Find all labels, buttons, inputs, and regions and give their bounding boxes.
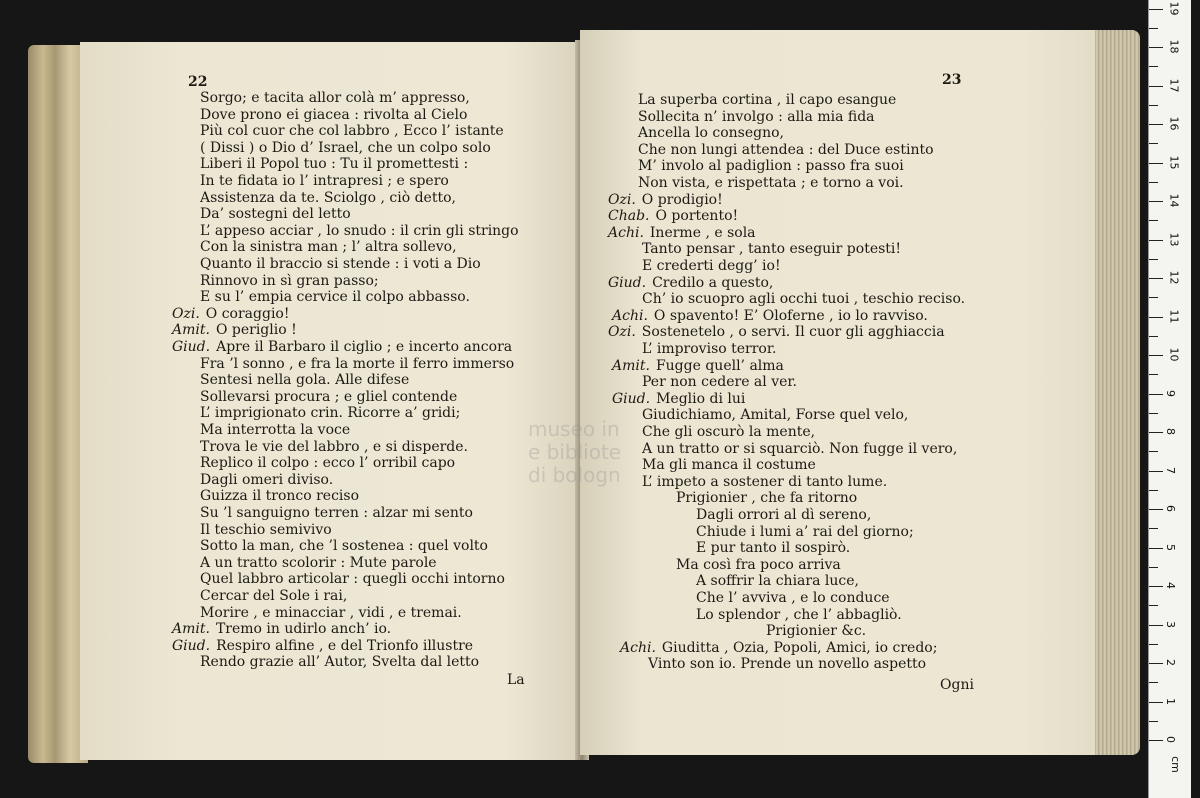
text-line [642,474,887,491]
line-text: Fra ’l sonno , e fra la morte il ferro immerso [200,355,515,372]
line-text: La superba cortina , il capo esangue [638,92,897,108]
right-page [580,30,1100,755]
line-text: O periglio ! [215,322,297,339]
text-line [172,339,512,356]
speaker-label: Giud. [172,637,211,654]
text-line [676,490,857,507]
line-text: Tanto pensar , tanto eseguir potesti! [642,241,902,258]
ruler-tick [1149,182,1158,183]
line-text: Assistenza da te. Sciolgo , ciò detto, [200,189,456,206]
text-line [200,605,462,622]
line-text: O coraggio! [205,305,290,322]
ruler-tick [1149,490,1158,491]
text-line [172,322,297,339]
line-text: Sentesi nella gola. Alle difese [200,372,410,389]
text-line [608,192,723,209]
text-line [200,389,457,406]
text-line [766,623,866,640]
speaker-label: Amit. [172,322,210,339]
ruler-tick [1149,163,1163,164]
ruler-label: 8 [1164,428,1177,435]
line-text: Ma così fra poco arriva [676,556,841,573]
ruler-label: 18 [1167,39,1181,54]
ruler-label: 12 [1167,270,1181,285]
speaker-label: Ozi. [172,305,200,322]
line-text: Sostenetelo , o servi. Il cuor gli agghiaccia [641,324,945,341]
ruler-label: 15 [1167,155,1181,169]
line-text: Per non cedere al ver. [642,374,798,391]
line-text: Prigionier &c. [766,623,867,640]
text-line [696,607,902,624]
text-line [608,208,738,225]
text-line [642,441,957,458]
ruler-tick [1149,9,1163,10]
text-line [620,640,937,657]
text-line [200,522,332,539]
line-text: Chiude i lumi a’ rai del giorno; [696,523,914,540]
line-text: Trova le vie del labbro , e si disperde. [200,438,469,455]
ruler-label: 10 [1167,347,1181,362]
speaker-label: Ozi. [608,191,636,208]
ruler-tick [1149,355,1163,356]
ruler-label: 11 [1167,309,1181,323]
book-fore-edge [28,45,88,763]
line-text: Giuditta , Ozia, Popoli, Amici, io credo; [661,639,938,656]
ruler-tick [1149,451,1158,452]
left-page [80,42,582,760]
text-line [608,324,945,341]
text-line [200,538,488,555]
watermark: museo in e bibliote di bologn [528,417,622,487]
line-text: Rendo grazie all’ Autor, Svelta dal letto [200,654,480,671]
ruler-tick [1149,586,1163,587]
text-line [172,621,391,638]
line-text: Che gli oscurò la mente, [642,424,816,440]
ruler-tick [1149,644,1158,645]
ruler-tick [1149,625,1163,626]
line-text: E su l’ empia cervice il colpo abbasso. [200,289,470,306]
text-line [200,505,473,522]
text-line [172,638,473,655]
line-text: In te fidata io l’ intrapresi ; e spero [200,173,449,189]
speaker-label: Chab. [608,208,650,225]
text-line [200,107,467,124]
ruler-label: 0 [1164,736,1177,743]
line-text: O portento! [655,208,739,225]
line-text: Guizza il tronco reciso [200,488,360,505]
text-line [200,90,470,107]
line-text: A soffrir la chiara luce, [696,573,859,590]
line-text: A un tratto scolorir : Mute parole [200,554,437,571]
text-line [612,308,928,325]
ruler-label: 4 [1164,582,1177,589]
text-line [696,573,859,590]
text-line [608,275,773,292]
ruler-tick [1149,528,1158,529]
text-line [648,656,926,673]
text-line [200,190,456,207]
text-line [200,289,470,306]
speaker-label: Amit. [172,621,210,638]
line-text: Che non lungi attendea : del Duce estinto [638,141,934,158]
line-text: Lo splendor , che l’ abbagliò. [696,606,902,623]
speaker-label: Giud. [608,274,647,291]
page-number: 23 [942,72,962,88]
text-line [200,571,505,588]
line-text: Dagli omeri diviso. [200,471,334,488]
text-line [638,92,896,109]
speaker-label: Amit. [612,357,650,374]
text-line [642,374,797,391]
text-line [642,291,965,308]
line-text: Rinnovo in sì gran passo; [200,272,379,289]
line-text: Con la sinistra man ; l’ altra sollevo, [200,239,457,256]
line-text: L’ appeso acciar , lo snudo : il crin gli stringo [200,222,519,239]
ruler-label: 19 [1167,1,1181,15]
line-text: Respiro alfine , e del Trionfo illustre [216,637,474,654]
line-text: Liberi il Popol tuo : Tu il promettesti : [200,156,469,173]
text-line [612,358,784,375]
line-text: Cercar del Sole i rai, [200,588,348,604]
text-line [608,225,756,242]
line-text: Ch’ io scuopro agli occhi tuoi , teschio reciso. [642,291,966,308]
line-text: E crederti degg’ io! [642,258,781,274]
text-line [696,507,871,524]
ruler-tick [1149,278,1163,279]
ruler-tick [1149,124,1163,125]
speaker-label: Achi. [608,224,644,241]
ruler-tick [1149,509,1163,510]
ruler-tick [1149,721,1158,722]
catchword: La [507,672,525,688]
page-number: 22 [188,74,208,90]
ruler-unit: cm [1168,756,1182,773]
line-text: Ma interrotta la voce [200,422,351,438]
ruler-tick [1149,297,1158,298]
text-line [642,241,901,258]
measurement-ruler [1148,0,1191,798]
line-text: Vinto son io. Prende un novello aspetto [648,656,927,673]
line-text: L’ impeto a sostener di tanto lume. [642,473,888,490]
ruler-tick [1149,105,1158,106]
line-text: Il teschio semivivo [200,521,332,538]
line-text: M’ involo al padiglion : passo fra suoi [638,158,904,175]
line-text: L’ improviso terror. [642,341,777,357]
line-text: Da’ sostegni del letto [200,206,351,223]
text-line [200,422,350,439]
ruler-tick [1149,394,1163,395]
text-line [200,173,449,190]
line-text: Credilo a questo, [652,274,774,291]
text-line [200,356,514,373]
line-text: Replico il colpo : ecco l’ orribil capo [200,455,456,472]
text-line [200,256,481,273]
text-line [200,239,457,256]
text-line [200,455,455,472]
line-text: O prodigio! [641,191,723,208]
text-line [200,555,437,572]
ruler-tick [1149,471,1163,472]
text-line [200,156,468,173]
ruler-tick [1149,201,1163,202]
line-text: Sorgo; e tacita allor colà m’ appresso, [200,90,470,106]
text-line [642,407,908,424]
text-line [612,391,745,408]
ruler-tick [1149,28,1158,29]
text-line [200,439,468,456]
text-line [638,175,904,192]
line-text: Morire , e minacciar , vidi , e tremai. [200,604,462,621]
ruler-tick [1149,259,1158,260]
text-line [200,472,333,489]
text-line [696,524,914,541]
ruler-tick [1149,143,1158,144]
line-text: ( Dissi ) o Dio d’ Israel, che un colpo solo [200,139,491,156]
line-text: Sotto la man, che ’l sostenea : quel volto [200,538,488,555]
text-line [638,125,784,142]
line-text: Quanto il braccio si stende : i voti a Dio [200,256,481,272]
line-text: L’ imprigionato crin. Ricorre a’ gridi; [200,405,461,422]
line-text: A un tratto or si squarciò. Non fugge il vero, [642,440,958,457]
ruler-tick [1149,374,1158,375]
line-text: Prigionier , che fa ritorno [676,490,858,507]
speaker-label: Giud. [172,339,211,355]
text-line [200,588,347,605]
speaker-label: Giud. [612,390,651,407]
ruler-label: 3 [1164,620,1177,628]
ruler-label: 14 [1167,193,1181,208]
line-text: Dagli orrori al dì sereno, [696,507,872,523]
text-line [200,273,379,290]
ruler-tick [1149,740,1163,741]
line-text: Fugge quell’ alma [655,357,784,374]
line-text: Dove prono ei giacea : rivolta al Cielo [200,106,468,123]
text-line [200,223,519,240]
text-line [696,540,850,557]
line-text: Giudichiamo, Amital, Forse quel velo, [642,407,909,424]
speaker-label: Ozi. [608,324,636,341]
text-line [638,158,904,175]
ruler-tick [1149,413,1158,414]
ruler-tick [1149,47,1163,48]
line-text: E pur tanto il sospirò. [696,540,851,557]
text-line [200,123,504,140]
line-text: Quel labbro articolar : quegli occhi intorno [200,571,505,588]
line-text: Ancella lo consegno, [638,125,784,142]
speaker-label: Achi. [620,639,656,656]
ruler-label: 6 [1164,505,1177,512]
text-line [200,405,460,422]
line-text: Che l’ avviva , e lo conduce [696,590,890,606]
ruler-label: 9 [1164,389,1177,397]
ruler-label: 16 [1167,116,1181,131]
text-line [200,372,409,389]
ruler-label: 5 [1164,543,1177,551]
line-text: Inerme , e sola [649,224,756,241]
ruler-tick [1149,317,1163,318]
text-line [200,140,491,157]
ruler-label: 13 [1167,232,1181,246]
ruler-tick [1149,220,1158,221]
line-text: Apre il Barbaro il ciglio ; e incerto ancora [216,339,513,355]
ruler-tick [1149,432,1163,433]
book-page-edges [1095,30,1140,755]
ruler-label: 7 [1164,466,1177,474]
text-line [200,654,479,671]
catchword: Ogni [940,677,974,693]
ruler-label: 17 [1167,78,1181,92]
line-text: Sollevarsi procura ; e gliel contende [200,388,458,405]
text-line [638,109,875,126]
line-text: O spavento! E’ Oloferne , io lo ravviso. [653,307,928,324]
ruler-tick [1149,66,1158,67]
text-line [642,258,781,275]
ruler-tick [1149,548,1163,549]
ruler-tick [1149,240,1163,241]
line-text: Meglio di lui [656,390,746,407]
ruler-tick [1149,86,1163,87]
text-line [642,341,776,358]
line-text: Sollecita n’ involgo : alla mia fida [638,108,875,125]
text-line [638,142,934,159]
speaker-label: Achi. [612,307,648,324]
line-text: Ma gli manca il costume [642,457,816,474]
ruler-tick [1149,702,1163,703]
ruler-tick [1149,605,1158,606]
ruler-tick [1149,682,1158,683]
ruler-label: 1 [1164,697,1177,705]
text-line [696,590,890,607]
line-text: Più col cuor che col labbro , Ecco l’ istante [200,123,504,140]
line-text: Tremo in udirlo anch’ io. [215,621,392,638]
text-line [172,306,289,323]
ruler-tick [1149,336,1158,337]
ruler-tick [1149,567,1158,568]
line-text: Non vista, e rispettata ; e torno a voi. [638,175,904,191]
line-text: Su ’l sanguigno terren : alzar mi sento [200,505,473,521]
ruler-label: 2 [1164,659,1177,666]
text-line [676,557,841,574]
text-line [200,488,359,505]
ruler-tick [1149,663,1163,664]
text-line [200,206,351,223]
